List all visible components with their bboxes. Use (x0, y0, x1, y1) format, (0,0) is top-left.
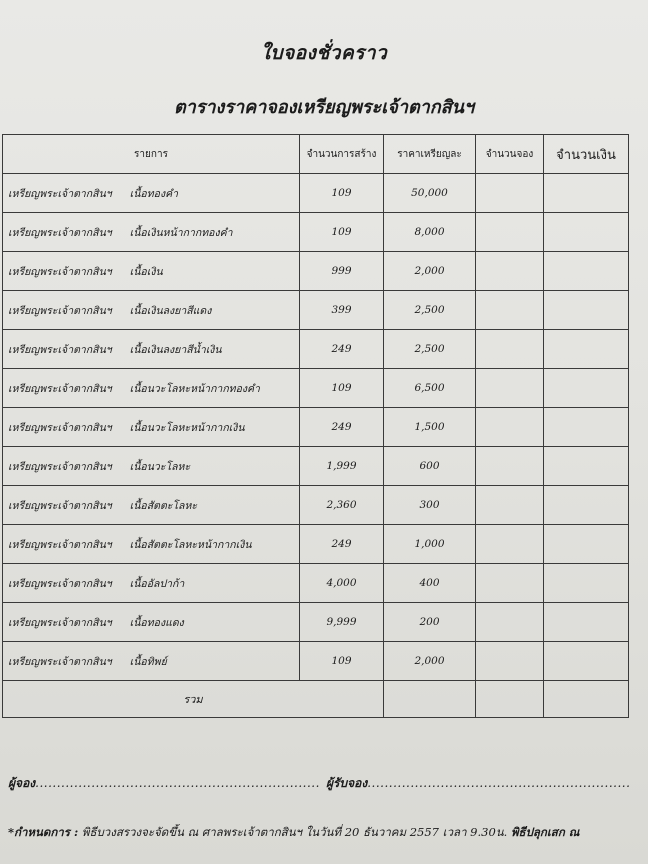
reserver-signature-line[interactable]: .................................................................. (35, 776, 320, 790)
price-cell: 2,000 (384, 252, 476, 291)
price-cell: 300 (384, 486, 476, 525)
table-row (3, 642, 629, 681)
item-name: เหรียญพระเจ้าตากสินฯ (8, 499, 112, 512)
item-material: เนื้อเงินหน้ากากทองคำ (129, 226, 233, 239)
table-row (3, 252, 629, 291)
price-cell: 400 (384, 564, 476, 603)
item-name: เหรียญพระเจ้าตากสินฯ (8, 460, 112, 473)
table-row (3, 369, 629, 408)
document-title: ใบจองชั่วคราว (260, 42, 388, 64)
item-cell (3, 369, 300, 408)
note-label: *กำหนดการ : (8, 825, 79, 839)
header-quantity: จำนวนการสร้าง (300, 135, 384, 174)
item-material: เนื้อเงินลงยาสีน้ำเงิน (129, 343, 222, 356)
price-cell: 2,500 (384, 330, 476, 369)
reserve-cell[interactable] (476, 408, 544, 447)
amount-cell[interactable] (544, 486, 629, 525)
reserve-cell[interactable] (476, 603, 544, 642)
quantity-cell: 2,360 (300, 486, 384, 525)
signature-section (8, 774, 638, 793)
header-reserve: จำนวนจอง (476, 135, 544, 174)
header-amount: จำนวนเงิน (544, 135, 629, 174)
reserve-cell[interactable] (476, 252, 544, 291)
item-cell (3, 447, 300, 486)
table-row (3, 486, 629, 525)
reserve-cell[interactable] (476, 369, 544, 408)
item-material: เนื้อเงินลงยาสีแดง (129, 304, 212, 317)
price-cell: 2,000 (384, 642, 476, 681)
reserve-cell[interactable] (476, 174, 544, 213)
price-cell: 50,000 (384, 174, 476, 213)
receiver-signature-line[interactable]: ............................................................. (367, 776, 631, 790)
table-row (3, 330, 629, 369)
total-label: รวม (3, 681, 384, 718)
item-cell (3, 213, 300, 252)
amount-cell[interactable] (544, 174, 629, 213)
item-name: เหรียญพระเจ้าตากสินฯ (8, 655, 112, 668)
price-cell: 200 (384, 603, 476, 642)
quantity-cell: 109 (300, 174, 384, 213)
note-cutoff-line (8, 852, 648, 864)
amount-cell[interactable] (544, 252, 629, 291)
quantity-cell: 1,999 (300, 447, 384, 486)
item-material: เนื้อสัตตะโลหะหน้ากากเงิน (129, 538, 252, 551)
item-cell (3, 603, 300, 642)
table-row (3, 564, 629, 603)
table-row (3, 447, 629, 486)
item-name: เหรียญพระเจ้าตากสินฯ (8, 538, 112, 551)
amount-cell[interactable] (544, 330, 629, 369)
item-cell (3, 174, 300, 213)
item-material: เนื้อทองคำ (129, 187, 179, 200)
table-header-row (3, 135, 629, 174)
reserve-cell[interactable] (476, 564, 544, 603)
item-material: เนื้อสัตตะโลหะ (129, 499, 198, 512)
schedule-note (8, 824, 648, 842)
table-row (3, 408, 629, 447)
price-table (2, 134, 629, 718)
item-name: เหรียญพระเจ้าตากสินฯ (8, 382, 112, 395)
quantity-cell: 249 (300, 330, 384, 369)
quantity-cell: 9,999 (300, 603, 384, 642)
item-name: เหรียญพระเจ้าตากสินฯ (8, 304, 112, 317)
table-row (3, 603, 629, 642)
reserver-label: ผู้จอง (8, 776, 36, 790)
quantity-cell: 249 (300, 525, 384, 564)
item-cell (3, 408, 300, 447)
amount-cell[interactable] (544, 603, 629, 642)
item-material: เนื้อนวะโลหะหน้ากากเงิน (129, 421, 245, 434)
header-price: ราคาเหรียญละ (384, 135, 476, 174)
price-cell: 1,500 (384, 408, 476, 447)
amount-cell[interactable] (544, 408, 629, 447)
price-cell: 2,500 (384, 291, 476, 330)
document-subtitle: ตารางราคาจองเหรียญพระเจ้าตากสินฯ (173, 97, 475, 118)
amount-cell[interactable] (544, 369, 629, 408)
quantity-cell: 249 (300, 408, 384, 447)
total-price-cell[interactable] (384, 681, 476, 718)
note-text: พิธีบวงสรวงจะจัดขึ้น ณ ศาลพระเจ้าตากสินฯ ในวันที่ 20 ธันวาคม 2557 เวลา 9.30น. (81, 825, 508, 839)
quantity-cell: 4,000 (300, 564, 384, 603)
item-cell (3, 252, 300, 291)
item-material: เนื้อเงิน (129, 265, 163, 278)
total-reserve-cell[interactable] (476, 681, 544, 718)
amount-cell[interactable] (544, 213, 629, 252)
reserve-cell[interactable] (476, 486, 544, 525)
reserve-cell[interactable] (476, 330, 544, 369)
reserve-cell[interactable] (476, 291, 544, 330)
quantity-cell: 109 (300, 213, 384, 252)
amount-cell[interactable] (544, 447, 629, 486)
item-cell (3, 642, 300, 681)
reserve-cell[interactable] (476, 447, 544, 486)
amount-cell[interactable] (544, 291, 629, 330)
amount-cell[interactable] (544, 525, 629, 564)
table-row (3, 525, 629, 564)
reserve-cell[interactable] (476, 213, 544, 252)
total-row (3, 681, 629, 718)
item-name: เหรียญพระเจ้าตากสินฯ (8, 265, 112, 278)
quantity-cell: 399 (300, 291, 384, 330)
item-cell (3, 486, 300, 525)
item-name: เหรียญพระเจ้าตากสินฯ (8, 577, 112, 590)
reserve-cell[interactable] (476, 525, 544, 564)
quantity-cell: 109 (300, 369, 384, 408)
table-row (3, 174, 629, 213)
price-cell: 6,500 (384, 369, 476, 408)
amount-cell[interactable] (544, 642, 629, 681)
price-cell: 600 (384, 447, 476, 486)
item-name: เหรียญพระเจ้าตากสินฯ (8, 226, 112, 239)
item-name: เหรียญพระเจ้าตากสินฯ (8, 421, 112, 434)
item-material: เนื้อทิพย์ (129, 655, 167, 668)
item-name: เหรียญพระเจ้าตากสินฯ (8, 343, 112, 356)
amount-cell[interactable] (544, 564, 629, 603)
header-item: รายการ (3, 135, 300, 174)
item-cell (3, 564, 300, 603)
item-cell (3, 291, 300, 330)
item-material: เนื้อนวะโลหะ (129, 460, 191, 473)
item-material: เนื้อนวะโลหะหน้ากากทองคำ (129, 382, 260, 395)
item-cell (3, 525, 300, 564)
item-material: เนื้อทองแดง (129, 616, 184, 629)
item-name: เหรียญพระเจ้าตากสินฯ (8, 616, 112, 629)
reserve-cell[interactable] (476, 642, 544, 681)
quantity-cell: 999 (300, 252, 384, 291)
quantity-cell: 109 (300, 642, 384, 681)
price-cell: 8,000 (384, 213, 476, 252)
table-row (3, 291, 629, 330)
table-row (3, 213, 629, 252)
receiver-label: ผู้รับจอง (326, 776, 368, 790)
item-cell (3, 330, 300, 369)
item-name: เหรียญพระเจ้าตากสินฯ (8, 187, 112, 200)
note-extra: พิธีปลุกเสก ณ (510, 825, 580, 839)
total-amount-cell[interactable] (544, 681, 629, 718)
item-material: เนื้ออัลปาก้า (129, 577, 185, 590)
price-cell: 1,000 (384, 525, 476, 564)
